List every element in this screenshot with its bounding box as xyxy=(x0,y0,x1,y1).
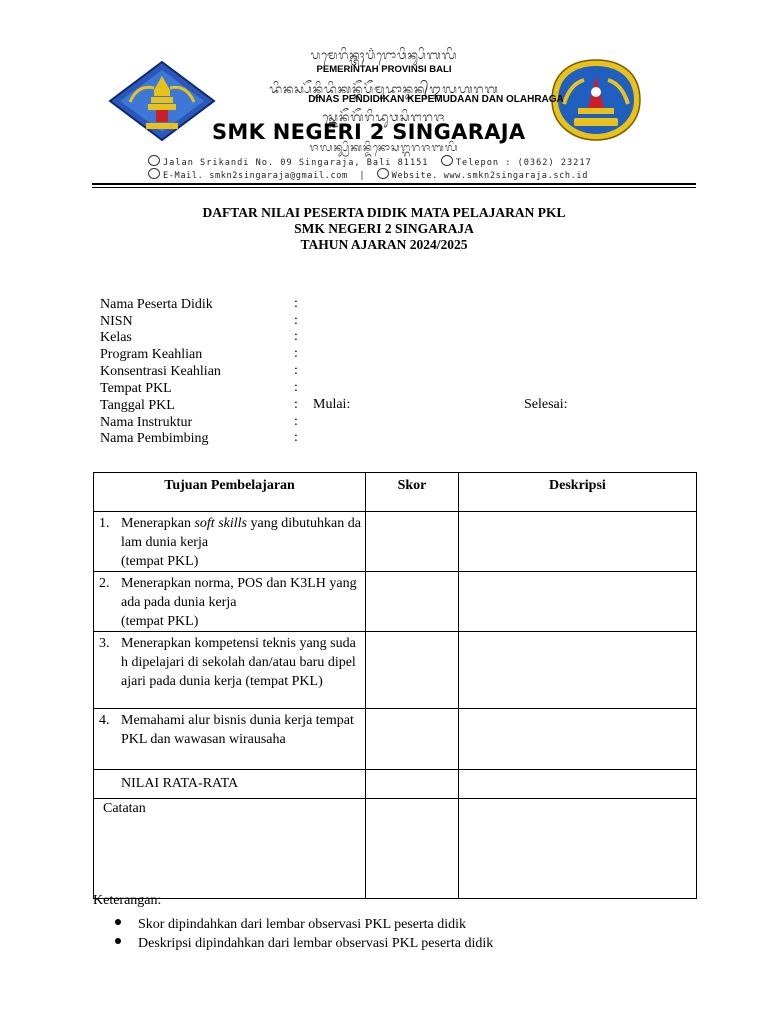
goal-number: 1. xyxy=(99,516,110,531)
header-skor: Skor xyxy=(366,473,459,512)
notes-label-cell xyxy=(94,799,366,899)
field-colon: : xyxy=(294,346,298,361)
field-colon: : xyxy=(294,430,298,445)
document-subtitle-year: TAHUN AJARAN 2024/2025 xyxy=(300,237,468,252)
balinese-script-line: ᬚᬮᬦ᭄ᬲ᭄ᬭᬶᬓᬦ᭄ᬤᬶᬦᭀᬲᬗ᭄ᬕᬭᬚᬩᬮᬶ xyxy=(309,142,459,154)
goal-text-part: Menerapkan norma, POS dan K3LH yang ada pada dunia kerja xyxy=(121,576,357,610)
goal-text-part: yang dibutuhkan dalam dunia kerja xyxy=(121,516,361,550)
average-row xyxy=(94,770,697,799)
field-colon: : xyxy=(294,313,298,328)
document-title: DAFTAR NILAI PESERTA DIDIK MATA PELAJARAN PKL xyxy=(202,205,566,220)
table-row xyxy=(94,709,697,770)
legend-bullet-item xyxy=(115,917,466,933)
description-cell[interactable] xyxy=(458,572,696,632)
field-label-nama-pembimbing: Nama Pembimbing xyxy=(100,431,209,446)
legend-title: Keterangan: xyxy=(93,893,162,908)
score-cell[interactable] xyxy=(366,632,459,709)
goal-text-location: (tempat PKL) xyxy=(121,614,199,629)
website-text: Website. www.smkn2singaraja.sch.id xyxy=(391,171,588,181)
average-score-cell[interactable] xyxy=(366,770,459,799)
school-name: SMK NEGERI 2 SINGARAJA xyxy=(212,120,526,144)
goal-cell xyxy=(94,709,366,770)
average-label: NILAI RATA-RATA xyxy=(121,776,239,791)
description-cell[interactable] xyxy=(458,632,696,709)
bullet-icon xyxy=(115,938,121,944)
field-label-tanggal-pkl: Tanggal PKL xyxy=(100,398,175,413)
legend-bullet-text: Skor dipindahkan dari lembar observasi PKL peserta didik xyxy=(138,917,467,932)
email-text: E-Mail. smkn2singaraja@gmail.com xyxy=(163,171,348,181)
field-label-nama-peserta: Nama Peserta Didik xyxy=(100,297,213,312)
field-label-tempat-pkl: Tempat PKL xyxy=(100,381,172,396)
goal-text-location: (tempat PKL) xyxy=(121,554,199,569)
phone-icon xyxy=(441,155,453,166)
notes-cell[interactable] xyxy=(366,799,459,899)
contact-line xyxy=(148,168,588,181)
address-text: Jalan Srikandi No. 09 Singaraja, Bali 81151 xyxy=(163,158,429,168)
header-deskripsi: Deskripsi xyxy=(458,473,696,512)
end-date-label: Selesai: xyxy=(524,397,568,412)
address-line xyxy=(148,155,592,168)
goal-cell xyxy=(94,632,366,709)
goal-cell xyxy=(94,512,366,572)
goal-number: 3. xyxy=(99,636,110,651)
table-header-row xyxy=(94,473,697,512)
goal-text xyxy=(121,574,361,631)
legend-bullet-text: Deskripsi dipindahkan dari lembar observasi PKL peserta didik xyxy=(138,936,494,951)
notes-cell[interactable] xyxy=(458,799,696,899)
goal-text: Menerapkan kompetensi teknis yang sudah dipelajari di sekolah dan/atau baru dipelajari pada dunia kerja (tempat PKL) xyxy=(121,636,356,689)
table-row xyxy=(94,632,697,709)
phone-text: Telepon : (0362) 23217 xyxy=(455,158,592,168)
separator: | xyxy=(359,171,366,181)
score-cell[interactable] xyxy=(366,709,459,770)
letterhead-rule-thick xyxy=(92,183,696,185)
government-name: PEMERINTAH PROVINSI BALI xyxy=(316,64,452,75)
goal-text: Memahami alur bisnis dunia kerja tempat PKL dan wawasan wirausaha xyxy=(121,713,354,747)
average-description-cell[interactable] xyxy=(458,770,696,799)
description-cell[interactable] xyxy=(458,512,696,572)
score-cell[interactable] xyxy=(366,512,459,572)
description-cell[interactable] xyxy=(458,709,696,770)
goal-text xyxy=(121,514,361,571)
table-row xyxy=(94,512,697,572)
notes-row xyxy=(94,799,697,899)
field-label-kelas: Kelas xyxy=(100,330,132,345)
mail-icon xyxy=(148,168,160,179)
document-subtitle-school: SMK NEGERI 2 SINGARAJA xyxy=(294,221,474,236)
field-colon: : xyxy=(294,414,298,429)
score-cell[interactable] xyxy=(366,572,459,632)
start-date-label: Mulai: xyxy=(313,397,351,412)
field-label-nama-instruktur: Nama Instruktur xyxy=(100,415,193,430)
field-colon: : xyxy=(294,363,298,378)
grade-table xyxy=(93,472,697,899)
globe-icon xyxy=(377,168,389,179)
field-colon: : xyxy=(294,380,298,395)
field-colon: : xyxy=(294,329,298,344)
average-label-cell xyxy=(94,770,366,799)
bullet-icon xyxy=(115,919,121,925)
balinese-script-line: ᬧᬫᬾᬭᬶᬦ᭄ᬢᬄᬧ᬴ᬭᭀᬯᬶᬦ᭄ᬲᬶᬩᬮᬶ xyxy=(310,48,458,62)
balinese-script-line: ᬲ᭄ᬫ᭄ᬓᬾᬦᭂᬕᭂᬭᬶᬤᬸᬯᬲᬶᬗᬭᬚ xyxy=(322,110,446,124)
balinese-script-line: ᬤᬶᬦᬲ᭄ᬧᭂᬦ᭄ᬤᬶᬤᬶᬓᬦ᭄ᬓᭂᬧᭂᬫᬸᬤᬵᬦ᭄ᬤᬦ᭄ᬑᬮᬳᬭᬕ xyxy=(269,82,499,96)
field-colon: : xyxy=(294,296,298,311)
goal-number: 2. xyxy=(99,576,110,591)
goal-text-part: Menerapkan xyxy=(121,516,195,531)
header-tujuan-pembelajaran: Tujuan Pembelajaran xyxy=(94,473,366,512)
goal-cell xyxy=(94,572,366,632)
field-label-konsentrasi-keahlian: Konsentrasi Keahlian xyxy=(100,364,221,379)
table-row xyxy=(94,572,697,632)
department-name: DINAS PENDIDIKAN KEPEMUDAAN DAN OLAHRAGA xyxy=(308,94,564,105)
notes-label: Catatan xyxy=(103,801,146,816)
field-label-nisn: NISN xyxy=(100,314,133,329)
goal-text-italic: soft skills xyxy=(194,516,247,531)
letterhead-rule-thin xyxy=(92,187,696,188)
legend-bullet-item xyxy=(115,936,493,952)
goal-number: 4. xyxy=(99,713,110,728)
field-colon: : xyxy=(294,397,298,412)
field-label-program-keahlian: Program Keahlian xyxy=(100,347,203,362)
location-icon xyxy=(148,155,160,166)
